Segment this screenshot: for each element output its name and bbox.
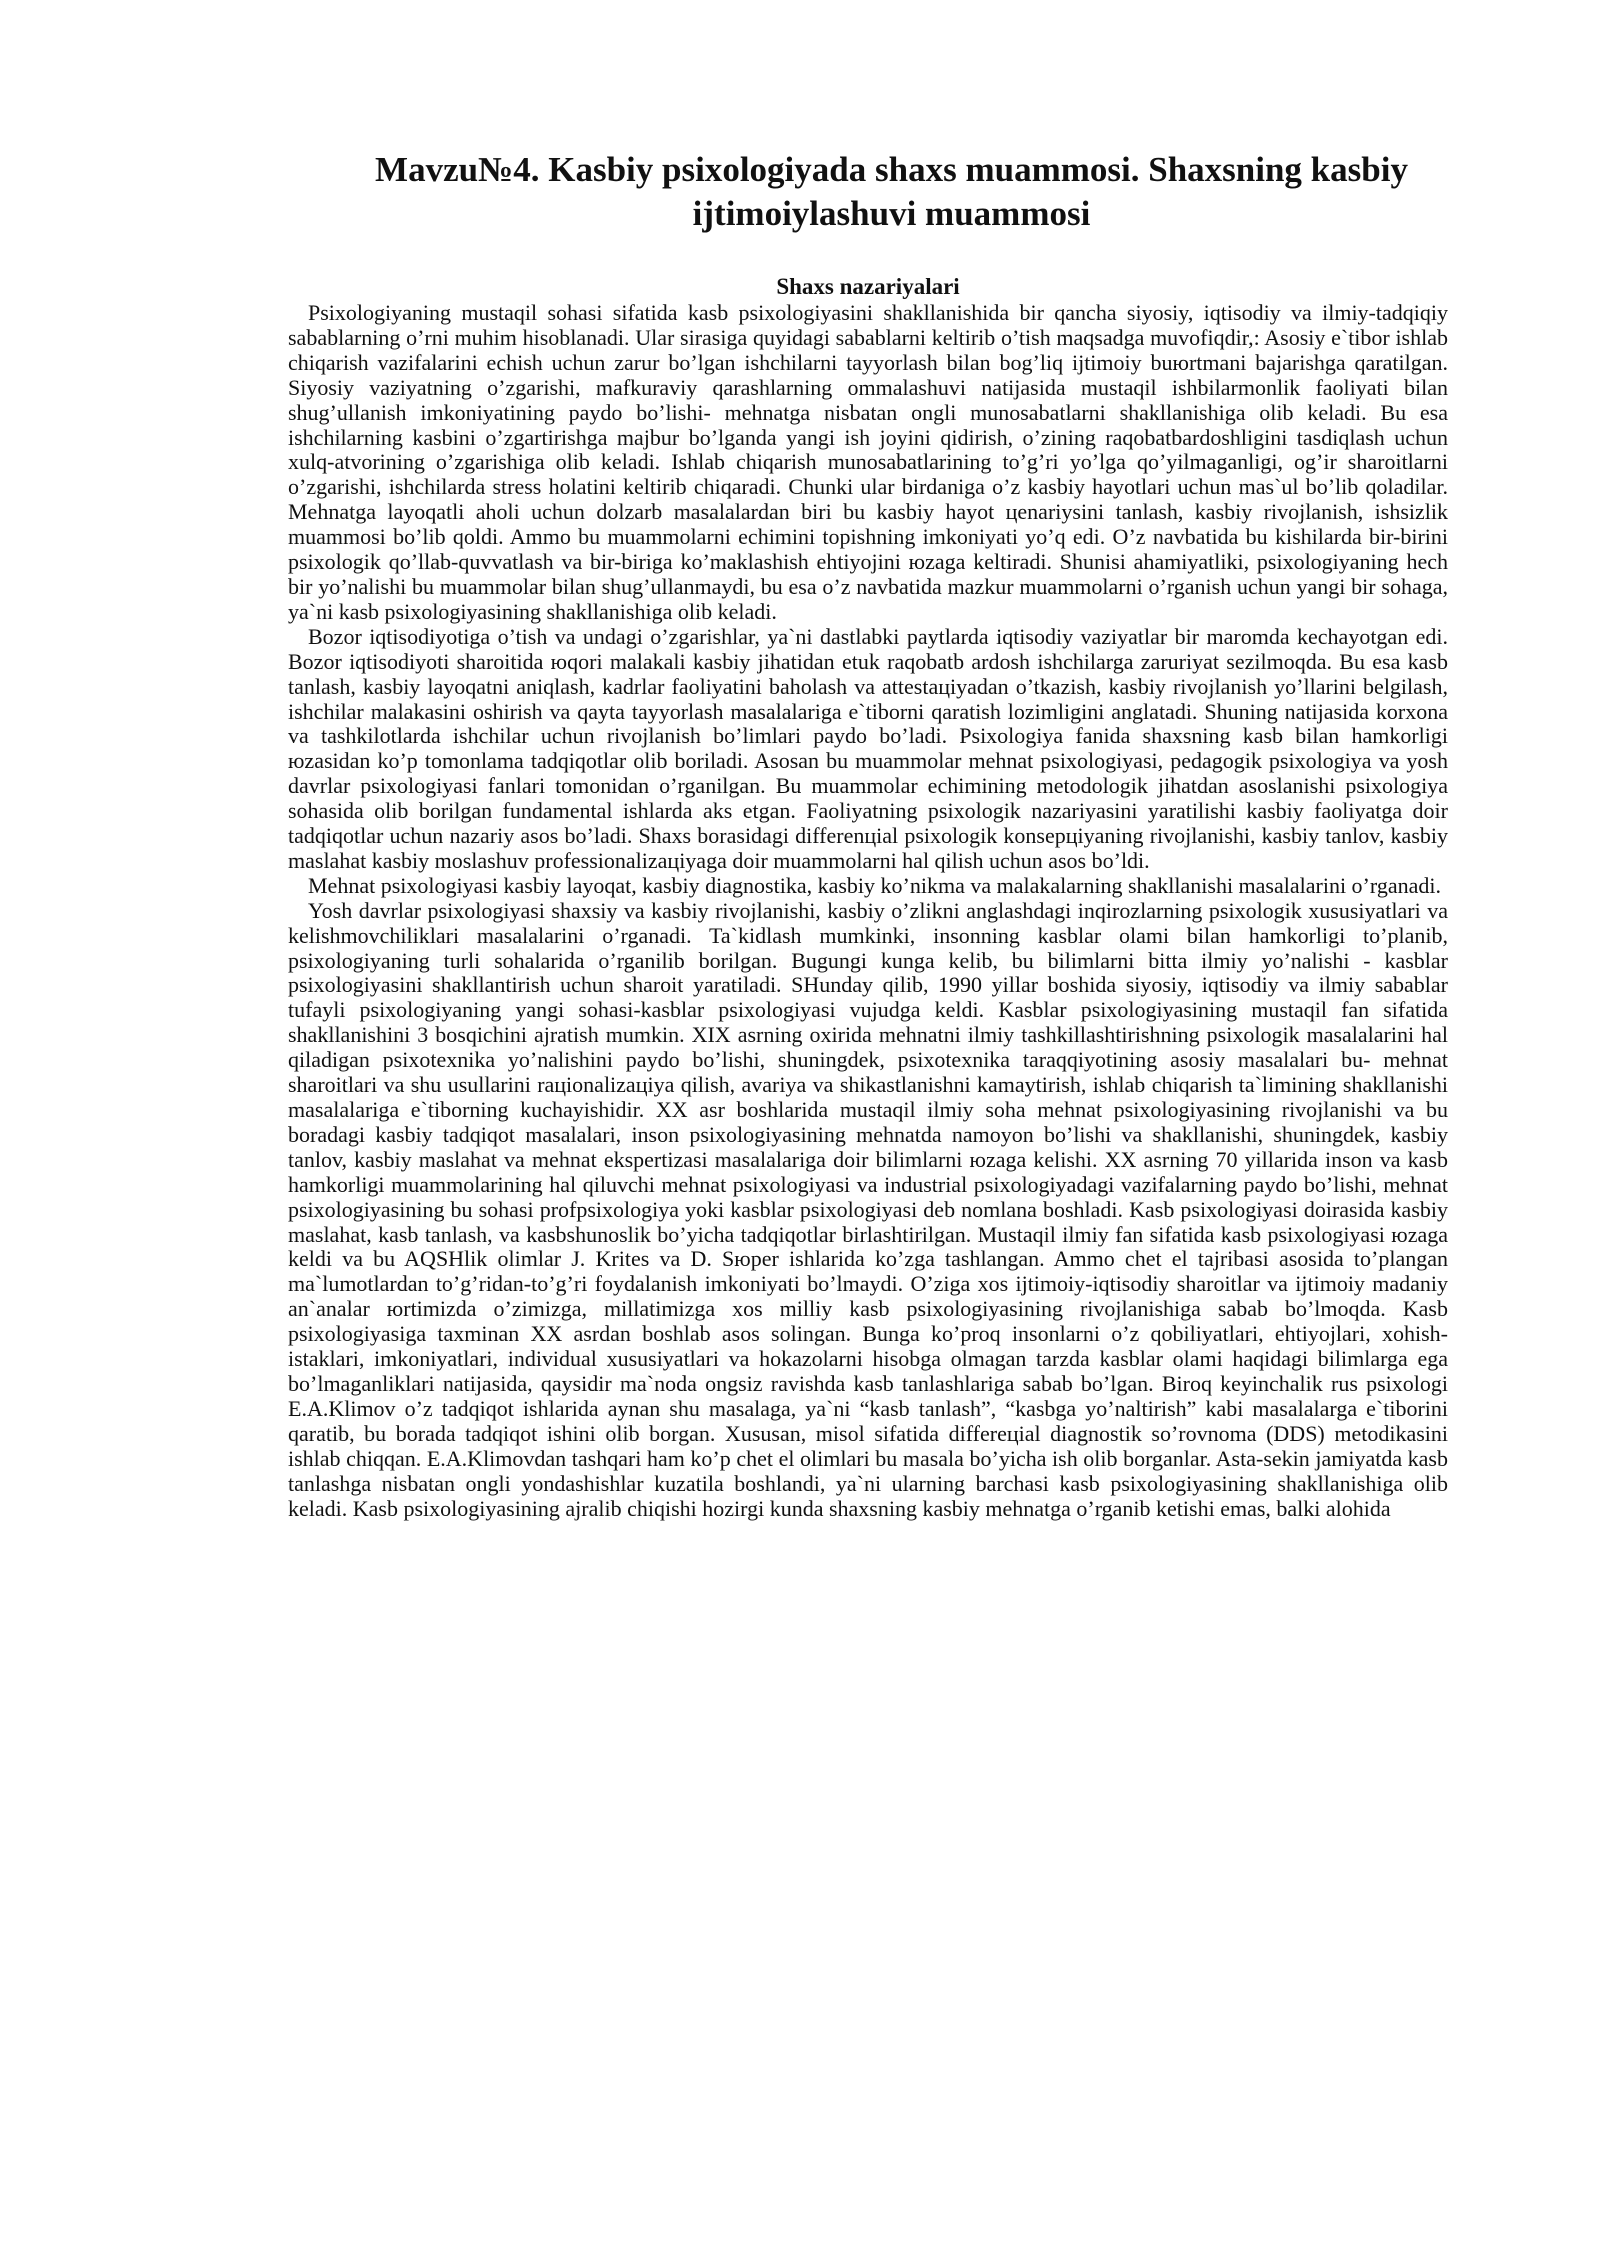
paragraph: Yosh davrlar psixologiyasi shaxsiy va kasbiy rivojlanishi, kasbiy o’zlikni anglashdagi inqirozlarning psixologik xususiyatlari va kelishmovchiliklari masalalarini o’rganadi. Ta`kidlash mumkinki, insonning kasblar olami bilan hamkorligi to’planib, psixologiyaning turli sohalarida o’rganilib borilgan. Bugungi kunga kelib, bu bilimlarni bitta ilmiy yo’nalishi - kasblar psixologiyasini shakllantirish uchun sharoit yaratiladi. SHunday qilib, 1990 yillar boshida siyosiy, iqtisodiy va ilmiy sabablar tufayli psixologiyaning yangi sohasi-kasblar psixologiyasi vujudga keldi. Kasblar psixologiyasining mustaqil fan sifatida shakllanishini 3 bosqichini ajratish mumkin. XIX asrning oxirida mehnatni ilmiy tashkillashtirishning psixologik masalalarini hal qiladigan psixotexnika yo’nalishini paydo bo’lishi, shuningdek, psixotexnika taraqqiyotining asosiy masalalari bu- mehnat sharoitlari va shu usullarini raцionalizaцiya qilish, avariya va shikastlanishni kamaytirish, ishlab chiqarish ta`limining shakllanishi masalalariga e`tiborning kuchayishidir. XX asr boshlarida mustaqil ilmiy soha mehnat psixologiyasining rivojlanishi va bu boradagi kasbiy tadqiqot masalalari, inson psixologiyasining mehnatda namoyon bo’lishi va shakllanishi, shuningdek, kasbiy tanlov, kasbiy maslahat va mehnat ekspertizasi masalalariga doir bilimlarni юzaga kelishi. XX asrning 70 yillarida inson va kasb hamkorligi muammolarining hal qiluvchi mehnat psixologiyasi va industrial psixologiyadagi vazifalarning paydo bo’lishi, mehnat psixologiyasining bu sohasi profpsixologiya yoki kasblar psixologiyasi deb nomlana boshladi. Kasb psixologiyasi doirasida kasbiy maslahat, kasb tanlash, va kasbshunoslik bo’yicha tadqiqotlar birlashtirilgan. Mustaqil ilmiy fan sifatida kasb psixologiyasi юzaga keldi va bu AQSHlik olimlar J. Krites va D. Sюper ishlarida ko’zga tashlangan. Ammo chet el tajribasi asosida to’plangan ma`lumotlardan to’g’ridan-to’g’ri foydalanish imkoniyati bo’lmaydi. O’ziga xos ijtimoiy-iqtisodiy sharoitlar va ijtimoiy madaniy an`analar юrtimizda o’zimizga, millatimizga xos milliy kasb psixologiyasining rivojlanishiga sabab bo’lmoqda. Kasb psixologiyasiga taxminan XX asrdan boshlab asos solingan. Bunga ko’proq insonlarni o’z qobiliyatlari, ehtiyojlari, xohish-istaklari, imkoniyatlari, individual xususiyatlari va hokazolarni hisobga olmagan tarzda kasblar olami haqidagi bilimlarga ega bo’lmaganliklari natijasida, qaysidir ma`noda ongsiz ravishda kasb tanlashlariga sabab bo’lgan. Biroq keyinchalik rus psixologi E.A.Klimov o’z tadqiqot ishlarida aynan shu masalaga, ya`ni “kasb tanlash”, “kasbga yo’naltirish” kabi masalalarga e`tiborini qaratib, bu borada tadqiqot ishini olib borgan. Xususan, misol sifatida differeцial diagnostik so’rovnoma (DDS) metodikasini ishlab chiqqan. E.A.Klimovdan tashqari ham ko’p chet el olimlari bu masala bo’yicha ish olib borganlar. Asta-sekin jamiyatda kasb tanlashga nisbatan ongli yondashishlar kuzatila boshlandi, ya`ni ularning barchasi kasb psixologiyasining shakllanishiga olib keladi. Kasb psixologiyasining ajralib chiqishi hozirgi kunda shaxsning kasbiy mehnatga o’rganib ketishi emas, balki alohida xyxy=(288,897,1448,1521)
paragraph: Mehnat psixologiyasi kasbiy layoqat, kasbiy diagnostika, kasbiy ko’nikma va malakalarning shakllanishi masalalarini o’rganadi. xyxy=(308,872,1441,898)
document-title: Mavzu№4. Kasbiy psixologiyada shaxs muammosi. Shaxsning kasbiy ijtimoiylashuvi muammosi xyxy=(375,150,1408,233)
paragraph: Psixologiyaning mustaqil sohasi sifatida kasb psixologiyasini shakllanishida bir qancha siyosiy, iqtisodiy va ilmiy-tadqiqiy sabablarning o’rni muhim hisoblanadi. Ular sirasiga quyidagi sabablarni keltirib o’tish maqsadga muvofiqdir,: Asosiy e`tibor ishlab chiqarish vazifalarini echish uchun zarur bo’lgan ishchilarni tayyorlash bilan bog’liq ijtimoiy buюrtmani bajarishga qaratilgan. Siyosiy vaziyatning o’zgarishi, mafkuraviy qarashlarning ommalashuvi natijasida mustaqil ishbilarmonlik faoliyati bilan shug’ullanish imkoniyatining paydo bo’lishi- mehnatga nisbatan ongli munosabatlarni shakllanishiga olib keladi. Bu esa ishchilarning kasbini o’zgartirishga majbur bo’lganda yangi ish joyini qidirish, o’zining raqobatbardoshligini tasdiqlash uchun xulq-atvorining o’zgarishiga olib keladi. Ishlab chiqarish munosabatlarining to’g’ri yo’lga qo’yilmaganligi, og’ir sharoitlarni o’zgarishi, ishchilarda stress holatini keltirib chiqaradi. Chunki ular birdaniga o’z kasbiy hayotlari uchun mas`ul bo’lib qoladilar. Mehnatga layoqatli aholi uchun dolzarb masalalardan biri bu kasbiy hayot цenariysini tanlash, kasbiy rivojlanish, ishsizlik muammosi bo’lib qoldi. Ammo bu muammolarni echimini topishning imkoniyati yo’q edi. O’z navbatida bu kishilarda bir-birini psixologik qo’llab-quvvatlash va bir-biriga ko’maklashish ehtiyojini юzaga keltiradi. Shunisi ahamiyatliki, psixologiyaning hech bir yo’nalishi bu muammolar bilan shug’ullanmaydi, bu esa o’z navbatida mazkur muammolarni o’rganish uchun yangi bir sohaga, ya`ni kasb psixologiyasining shakllanishiga olib keladi. xyxy=(288,300,1448,624)
section-heading: Shaxs nazariyalari xyxy=(776,274,960,299)
document-body xyxy=(288,273,1448,1521)
paragraph: Bozor iqtisodiyotiga o’tish va undagi o’zgarishlar, ya`ni dastlabki paytlarda iqtisodiy vaziyatlar bir maromda kechayotgan edi. Bozor iqtisodiyoti sharoitida юqori malakali kasbiy jihatidan etuk raqobatb ardosh ishchilarga zaruriyat sezilmoqda. Bu esa kasb tanlash, kasbiy layoqatni aniqlash, kadrlar faoliyatini baholash va attestaцiyadan o’tkazish, kasbiy rivojlanish yo’llarini belgilash, ishchilar malakasini oshirish va qayta tayyorlash masalalariga e`tiborni qaratish lozimligini anglatadi. Shuning natijasida korxona va tashkilotlarda ishchilar uchun rivojlanish bo’limlari paydo bo’ladi. Psixologiya fanida shaxsning kasb bilan hamkorligi юzasidan ko’p tomonlama tadqiqotlar olib boriladi. Asosan bu muammolar mehnat psixologiyasi, pedagogik psixologiya va yosh davrlar psixologiyasi fanlari tomonidan o’rganilgan. Bu muammolar echimining metodologik jihatdan asoslanishi psixologiya sohasida olib borilgan fundamental ishlarda aks etgan. Faoliyatning psixologik nazariyasini yaratilishi kasbiy faoliyatga doir tadqiqotlar uchun nazariy asos bo’ladi. Shaxs borasidagi differenцial psixologik konsepцiyaning rivojlanishi, kasbiy tanlov, kasbiy maslahat kasbiy moslashuv professionalizaцiyaga doir muammolarni hal qilish uchun asos bo’ldi. xyxy=(288,623,1448,873)
